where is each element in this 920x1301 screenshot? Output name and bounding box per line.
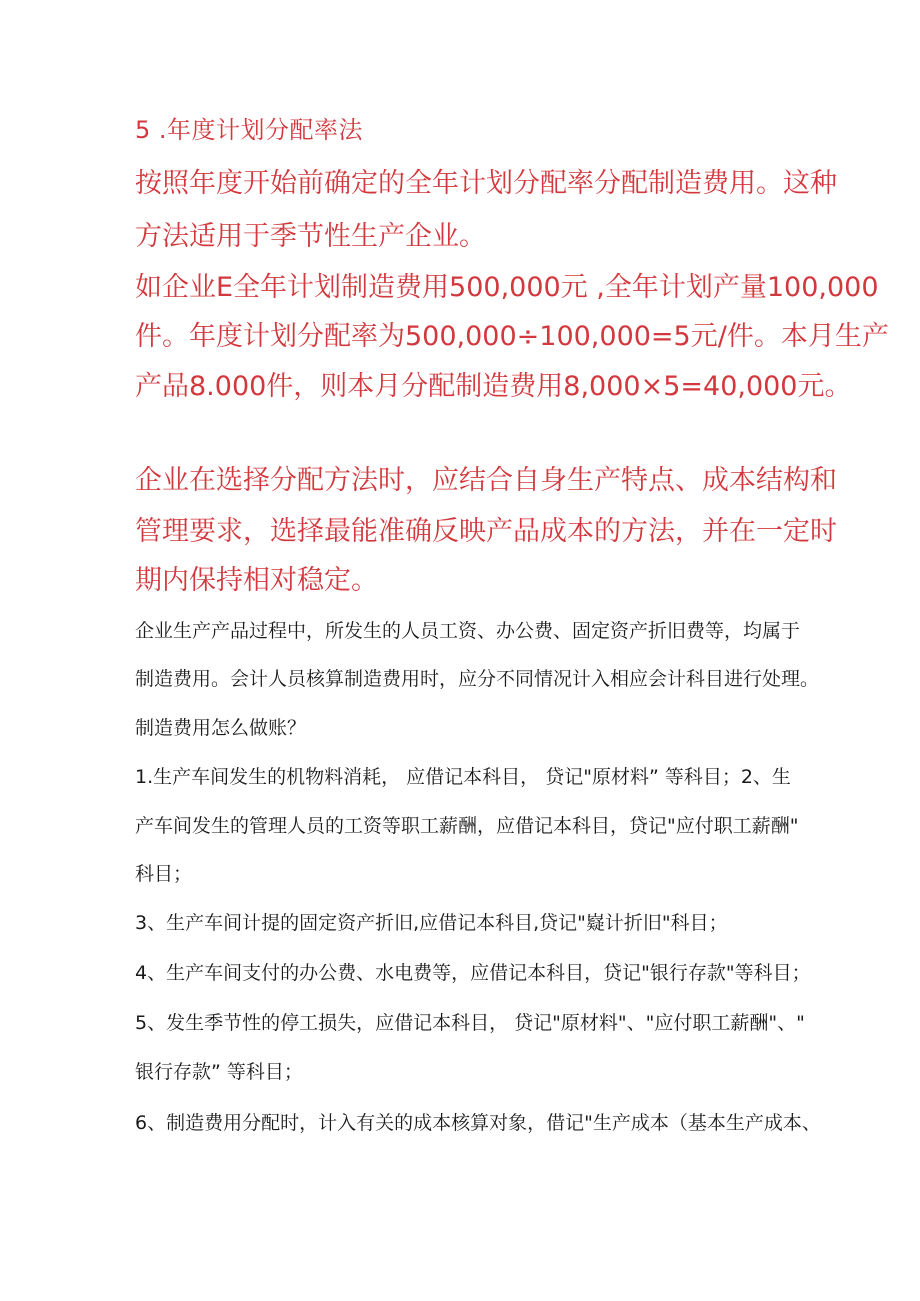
body-line: 6、制造费用分配时，计入有关的成本核算对象，借记"生产成本（基本生产成本、 — [135, 1112, 821, 1134]
method-description-line: 方法适用于季节性生产企业。 — [135, 221, 486, 252]
body-line: 制造费用怎么做账？ — [135, 717, 307, 739]
example-line: 如企业E全年计划制造费用500,000元 ,全年计划产量100,000 — [135, 272, 879, 303]
example-line: 件。年度计划分配率为500,000÷100,000=5元/件。本月生产 — [135, 321, 889, 352]
conclusion-line: 期内保持相对稳定。 — [135, 565, 378, 596]
body-line: 3、生产车间计提的固定资产折旧,应借记本科目,贷记"嶷计折旧"科目； — [135, 912, 728, 934]
section-heading: 5 .年度计划分配率法 — [135, 116, 364, 144]
example-line: 产品8.000件，则本月分配制造费用8,000×5=40,000元。 — [135, 371, 852, 402]
conclusion-line: 企业在选择分配方法时，应结合自身生产特点、成本结构和 — [135, 465, 837, 496]
conclusion-line: 管理要求，选择最能准确反映产品成本的方法，并在一定时 — [135, 516, 837, 547]
method-description-line: 按照年度开始前确定的全年计划分配率分配制造费用。这种 — [135, 168, 837, 199]
body-line: 科目； — [135, 863, 193, 885]
body-line: 5、发生季节性的停工损失，应借记本科目， 贷记"原材料"、"应付职工薪酬"、" — [135, 1012, 805, 1034]
body-line: 银行存款” 等科目； — [135, 1061, 303, 1083]
body-line: 企业生产产品过程中，所发生的人员工资、办公费、固定资产折旧费等，均属于 — [135, 620, 801, 642]
body-line: 1.生产车间发生的机物料消耗， 应借记本科目， 贷记"原材料” 等科目；2、生 — [135, 766, 791, 788]
body-line: 产车间发生的管理人员的工资等职工薪酬，应借记本科目，贷记"应付职工薪酬" — [135, 815, 799, 837]
body-line: 4、生产车间支付的办公费、水电费等，应借记本科目，贷记"银行存款"等科目； — [135, 962, 811, 984]
body-line: 制造费用。会计人员核算制造费用时，应分不同情况计入相应会计科目进行处理。 — [135, 668, 820, 690]
